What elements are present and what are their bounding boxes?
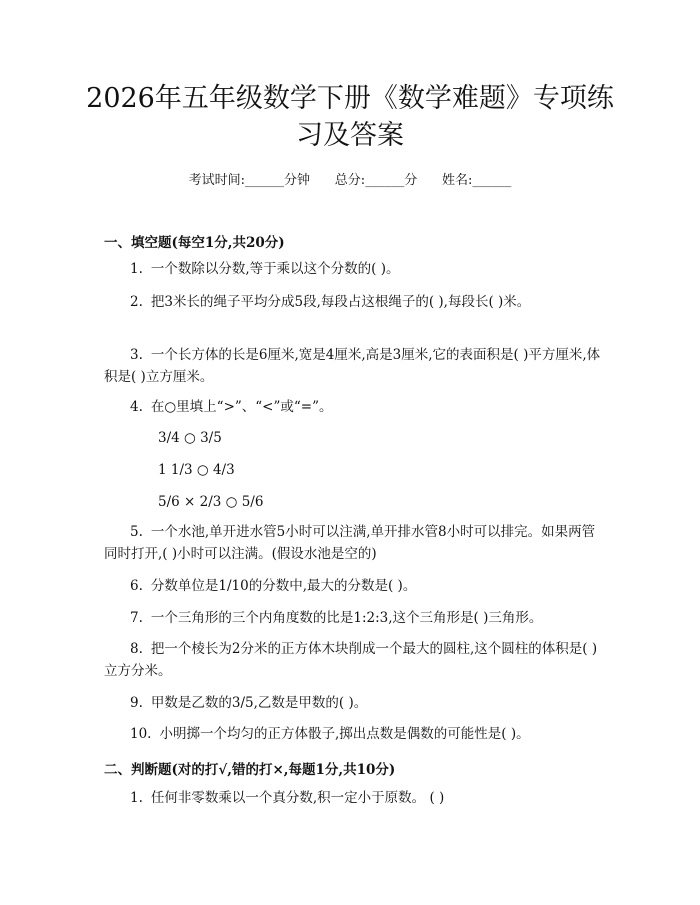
compare-expression: 5/6 × 2/3 ○ 5/6 — [158, 494, 264, 510]
page-title: 2026年五年级数学下册《数学难题》专项练习及答案 — [86, 83, 614, 151]
question-number: 5. — [130, 524, 143, 540]
question-text: 甲数是乙数的3/5,乙数是甲数的( )。 — [150, 695, 368, 711]
question-number: 2. — [130, 294, 143, 310]
question-number: 9. — [130, 695, 143, 711]
question-text: 一个长方体的长是6厘米,宽是4厘米,高是3厘米,它的表面积是( )平方厘米,体积是( )立方厘米。 — [104, 347, 601, 385]
question-number: 6. — [130, 578, 143, 594]
question-item — [104, 692, 602, 714]
question-item — [104, 575, 602, 597]
question-text: 把一个棱长为2分米的正方体木块削成一个最大的圆柱,这个圆柱的体积是( )立方分米。 — [104, 641, 598, 679]
time-label: 考试时间: — [188, 173, 245, 188]
question-text: 任何非零数乘以一个真分数,积一定小于原数。 ( ) — [150, 790, 445, 806]
question-number: 1. — [130, 261, 143, 277]
question-item — [104, 787, 602, 809]
question-text: 在○里填上“>”、“<”或“=”。 — [150, 399, 333, 415]
question-number: 10. — [130, 726, 152, 742]
time-unit: 分钟 — [283, 173, 310, 188]
time-blank: ______ — [244, 173, 284, 188]
section-heading-true-false: 二、判断题(对的打√,错的打×,每题1分,共10分) — [104, 762, 396, 778]
question-number: 1. — [130, 790, 143, 806]
score-label: 总分: — [334, 173, 366, 188]
name-label: 姓名: — [442, 173, 473, 188]
score-unit: 分 — [404, 173, 418, 188]
name-blank: ______ — [472, 173, 512, 188]
question-number: 7. — [130, 610, 143, 626]
question-item — [104, 723, 602, 745]
compare-expression: 3/4 ○ 3/5 — [158, 430, 222, 446]
question-text: 一个数除以分数,等于乘以这个分数的( )。 — [150, 261, 400, 277]
question-item — [104, 521, 602, 565]
question-number: 3. — [130, 347, 143, 363]
question-item — [104, 258, 602, 280]
question-item — [104, 396, 602, 418]
question-text: 分数单位是1/10的分数中,最大的分数是( )。 — [150, 578, 417, 594]
score-blank: ______ — [365, 173, 405, 188]
question-text: 一个三角形的三个内角度数的比是1:2:3,这个三角形是( )三角形。 — [150, 610, 543, 626]
question-item — [104, 607, 602, 629]
question-text: 把3米长的绳子平均分成5段,每段占这根绳子的( ),每段长( )米。 — [150, 294, 531, 310]
question-item — [104, 344, 602, 388]
question-text: 一个水池,单开进水管5小时可以注满,单开排水管8小时可以排完。如果两管同时打开,( )小时可以注满。(假设水池是空的) — [104, 524, 596, 562]
compare-expression: 1 1/3 ○ 4/3 — [158, 462, 235, 478]
exam-meta — [0, 169, 700, 188]
question-text: 小明掷一个均匀的正方体骰子,掷出点数是偶数的可能性是( )。 — [159, 726, 530, 742]
section-heading-fill-blank: 一、填空题(每空1分,共20分) — [104, 235, 285, 251]
question-item — [104, 638, 602, 682]
question-number: 8. — [130, 641, 143, 657]
question-number: 4. — [130, 399, 143, 415]
question-item — [104, 291, 602, 313]
